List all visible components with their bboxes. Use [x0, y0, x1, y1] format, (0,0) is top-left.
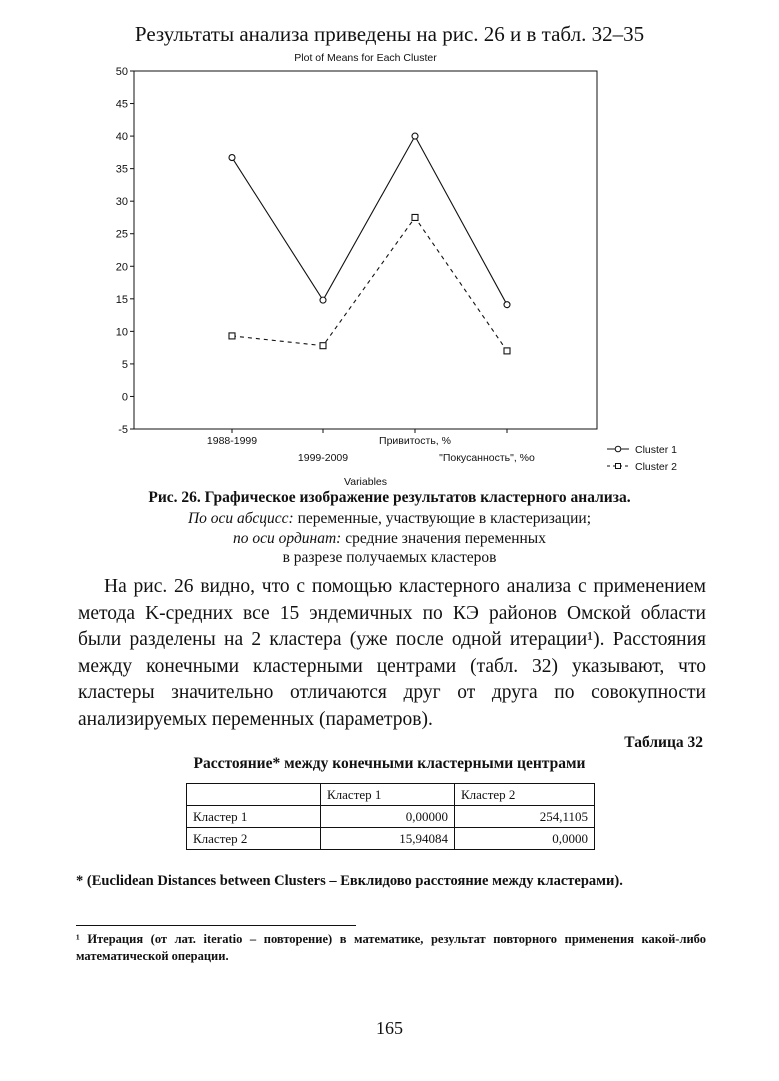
data-point-cluster-1 — [320, 297, 326, 303]
caption-x-axis-label: По оси абсцисс: — [187, 510, 294, 527]
body-paragraph: На рис. 26 видно, что с помощью кластерного анализа с применением метода K-средних все 15 эндемичных по КЭ районов Омской области были разделены на 2 кластера (уже после одной итерации¹). Расстояния между конечными кластерными центрами (табл. 32) указывают, что кластеры значительно отличаются друг от друга по совокупности анализируемых переменных (параметров). — [78, 576, 706, 730]
x-axis-label: Variables — [344, 476, 387, 488]
table-cell: 15,94084 — [321, 828, 455, 850]
table-header-cell: Кластер 1 — [321, 784, 455, 806]
figure-caption-line-4: в разрезе получаемых кластеров — [282, 549, 497, 566]
y-tick-label: 5 — [121, 358, 128, 371]
table-label: Таблица 32 — [624, 734, 703, 751]
series-line-1 — [232, 136, 507, 305]
caption-y-axis-text: средние значения переменных — [341, 530, 546, 547]
means-chart — [0, 0, 779, 500]
table-title: Расстояние* между конечными кластерными центрами — [193, 755, 586, 772]
y-tick-label: 50 — [115, 66, 128, 78]
table-cell: 0,0000 — [455, 828, 595, 850]
x-tick-label: Привитость, % — [379, 435, 451, 447]
plot-frame — [134, 71, 597, 429]
y-tick-label: 15 — [115, 293, 128, 306]
x-tick-label: 1999-2009 — [297, 452, 349, 464]
table-note: * (Euclidean Distances between Clusters – Евклидово расстояние между кластерами). — [76, 873, 623, 889]
caption-x-axis-text: переменные, участвующие в кластеризации; — [293, 510, 591, 527]
table-row-label: Кластер 1 — [187, 806, 321, 828]
y-tick-label: 45 — [115, 98, 128, 111]
legend-label-cluster-2: Cluster 2 — [635, 461, 678, 473]
y-tick-label: 40 — [115, 131, 128, 144]
y-tick-label: 25 — [115, 228, 128, 241]
x-tick-label: "Покусанность", %o — [439, 452, 535, 464]
table-header-cell — [187, 784, 321, 806]
y-tick-label: -5 — [118, 424, 128, 436]
legend-label-cluster-1: Cluster 1 — [635, 444, 678, 456]
figure-caption-line-2 — [0, 510, 779, 528]
footnote-rule — [76, 925, 356, 926]
figure-caption-line-3 — [0, 530, 779, 548]
data-point-cluster-1 — [504, 302, 510, 308]
page-heading: Результаты анализа приведены на рис. 26 и в табл. 32–35 — [134, 22, 645, 46]
table-row — [187, 806, 595, 828]
distance-table — [186, 783, 595, 850]
y-tick-label: 20 — [115, 261, 128, 274]
legend-marker-cluster-1 — [615, 446, 621, 452]
table-header-cell: Кластер 2 — [455, 784, 595, 806]
x-tick-label: 1988-1999 — [206, 435, 258, 447]
table-row — [187, 828, 595, 850]
data-point-cluster-2 — [229, 333, 235, 339]
table-header-row — [187, 784, 595, 806]
y-tick-label: 30 — [115, 196, 128, 209]
data-point-cluster-1 — [412, 133, 418, 139]
data-point-cluster-2 — [320, 343, 326, 349]
series-line-2 — [232, 217, 507, 350]
body-text — [78, 574, 706, 733]
table-row-label: Кластер 2 — [187, 828, 321, 850]
footnote: ¹ Итерация (от лат. iteratio – повторение) в математике, результат повторного применения какой-либо математической операции. — [76, 932, 706, 963]
table-cell: 254,1105 — [455, 806, 595, 828]
chart-title: Plot of Means for Each Cluster — [294, 52, 437, 64]
caption-y-axis-label: по оси ординат: — [233, 530, 342, 547]
y-tick-label: 35 — [115, 163, 128, 176]
figure-caption-title: Рис. 26. Графическое изображение результатов кластерного анализа. — [148, 489, 631, 506]
y-tick-label: 0 — [121, 391, 128, 404]
page-number: 165 — [376, 1018, 403, 1038]
data-point-cluster-2 — [504, 348, 510, 354]
data-point-cluster-2 — [412, 214, 418, 220]
data-point-cluster-1 — [229, 155, 235, 161]
table-cell: 0,00000 — [321, 806, 455, 828]
y-tick-label: 10 — [115, 326, 128, 339]
legend-marker-cluster-2 — [616, 464, 621, 469]
